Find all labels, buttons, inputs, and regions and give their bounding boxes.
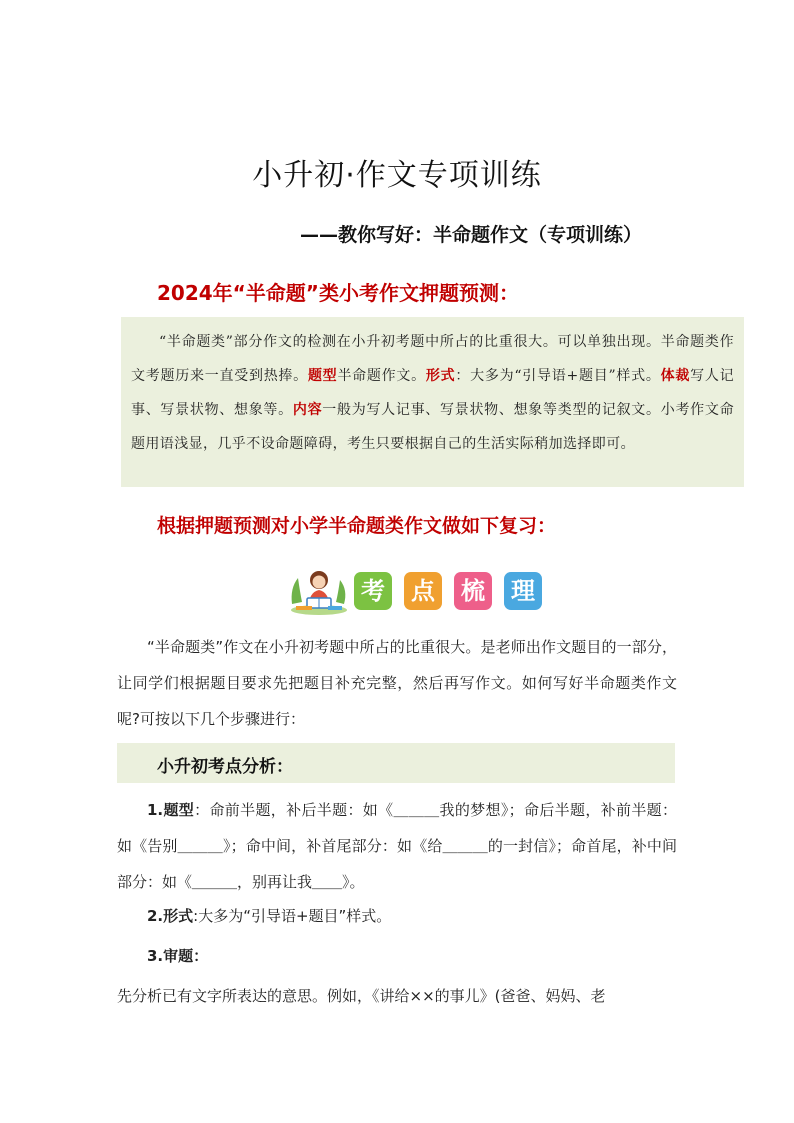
- reading-girl-icon: [288, 566, 350, 616]
- badge-tile-3: 梳: [454, 572, 492, 610]
- intro-text-5: 一般为写人记事、写景状物、想象等类型的记叙文。小考作文命题用语浅显，几乎不设命题障碍，考生只要根据自己的生活实际稍加选择即可。: [131, 402, 734, 452]
- point-2: [117, 898, 677, 934]
- point-2-label: 2.形式: [147, 907, 194, 925]
- intro-text-3: ：大多为“引导语+题目”样式。: [455, 368, 661, 384]
- badge-tile-2: 点: [404, 572, 442, 610]
- intro-text-4: 写人记事、写景状物、想象等。: [131, 368, 734, 418]
- badge-tile-4: 理: [504, 572, 542, 610]
- kaodian-badge: [288, 566, 548, 616]
- point-3: [117, 938, 677, 974]
- page-title: 小升初·作文专项训练: [252, 158, 542, 193]
- paragraph-last: 先分析已有文字所表达的意思。例如，《讲给××的事儿》(爸爸、妈妈、老: [117, 987, 606, 1005]
- prediction-heading: 2024年“半命题”类小考作文押题预测：: [157, 281, 519, 305]
- analysis-banner: [117, 743, 675, 783]
- point-2-text: :大多为“引导语+题目”样式。: [193, 907, 392, 925]
- intro-label-content: 内容: [292, 402, 323, 418]
- analysis-banner-label: 小升初考点分析：: [157, 757, 293, 777]
- point-1: [117, 792, 677, 900]
- intro-text-2: 半命题作文。: [337, 368, 426, 384]
- paragraph-intro: “半命题类”作文在小升初考题中所占的比重很大。是老师出作文题目的一部分，让同学们根据题目要求先把题目补充完整，然后再写作文。如何写好半命题类作文呢?可按以下几个步骤进行：: [117, 638, 677, 728]
- point-1-text: ：命前半题，补后半题：如《＿＿＿我的梦想》；命后半题，补前半题：如《告别＿＿＿》；命中间，补首尾部分：如《给＿＿＿的一封信》；命首尾，补中间部分：如《＿＿＿，别再让我＿＿》。: [117, 801, 677, 891]
- point-1-label: 1.题型: [147, 801, 195, 819]
- review-heading: 根据押题预测对小学半命题类作文做如下复习：: [157, 515, 557, 537]
- intro-label-genre: 体裁: [660, 368, 691, 384]
- intro-label-type: 题型: [307, 368, 338, 384]
- point-3-label: 3.审题：: [147, 947, 209, 965]
- intro-box: [121, 317, 744, 487]
- intro-label-form: 形式: [425, 368, 456, 384]
- intro-text-1: “半命题类”部分作文的检测在小升初考题中所占的比重很大。可以单独出现。半命题类作文考题历来一直受到热捧。: [131, 334, 734, 384]
- page-subtitle: ——教你写好：半命题作文（专项训练）: [300, 224, 643, 246]
- badge-tile-1: 考: [354, 572, 392, 610]
- intro-paragraph: [131, 325, 734, 461]
